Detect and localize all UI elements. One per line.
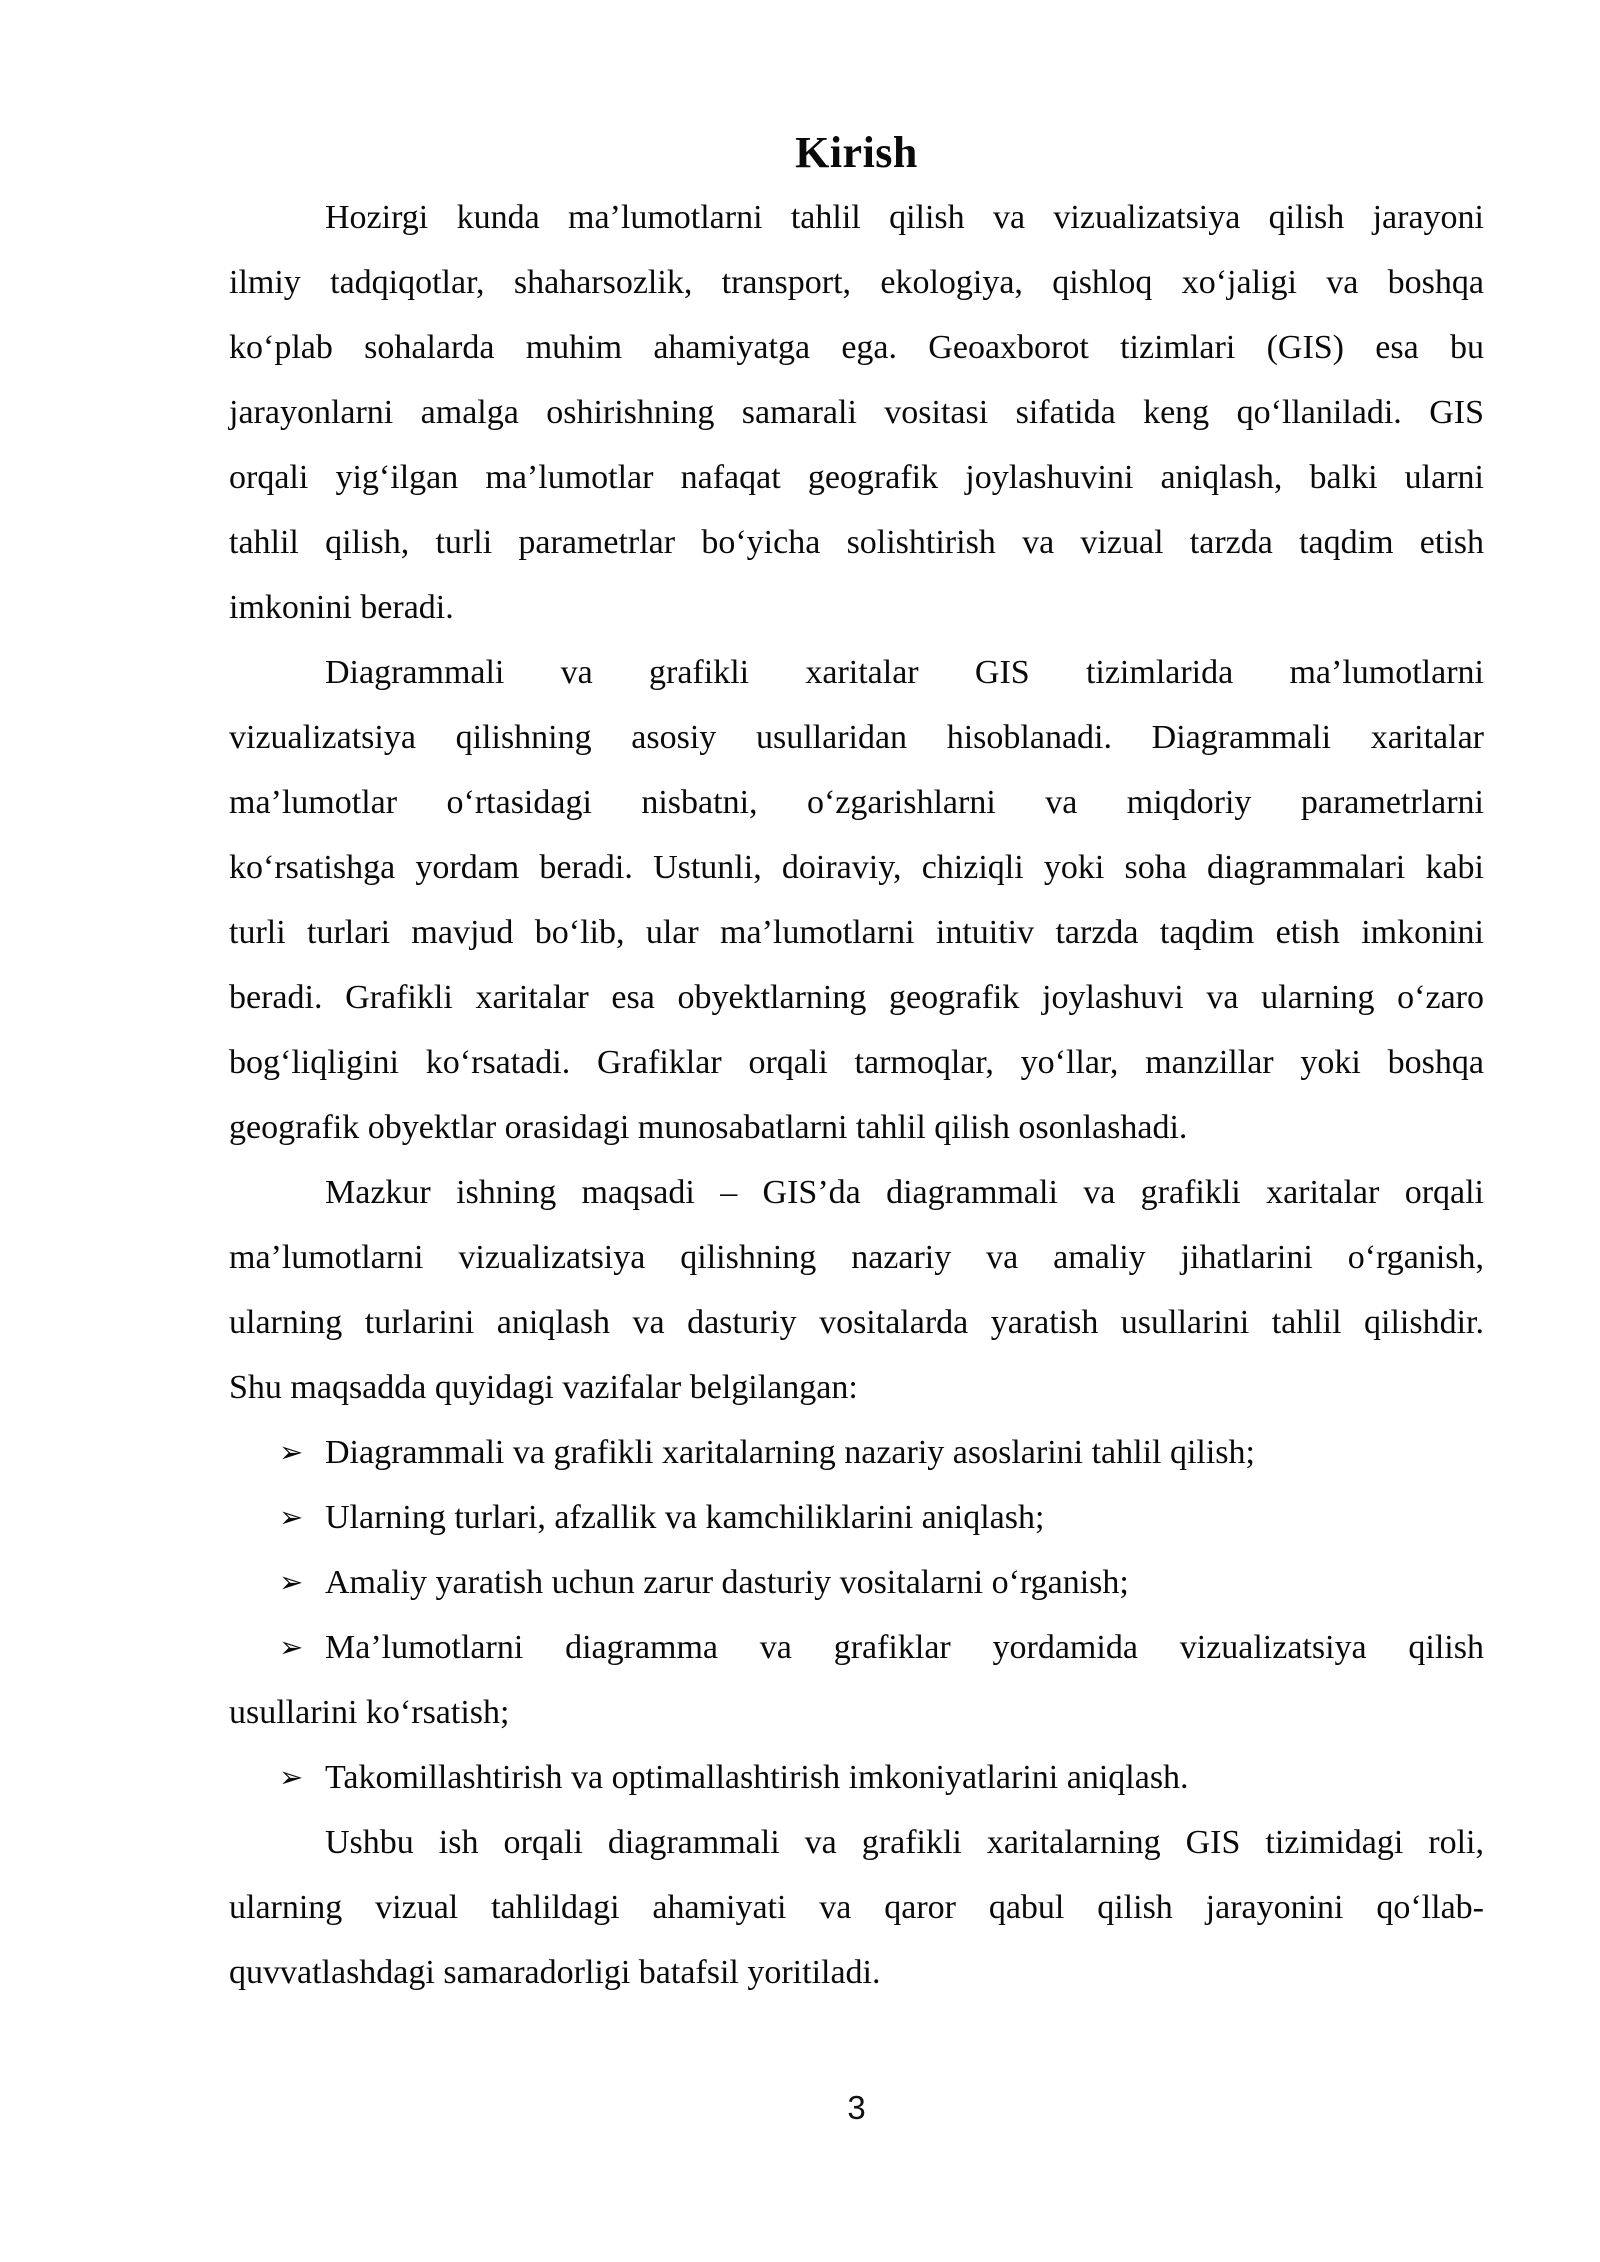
text-line: Hozirgi kunda ma’lumotlarni tahlil qilish va vizualizatsiya qilish jarayoni — [325, 199, 1484, 236]
list-item — [229, 1485, 1484, 1550]
bullet-arrow-icon: ➢ — [279, 1760, 304, 1794]
bullet-arrow-icon: ➢ — [279, 1500, 304, 1534]
text-line: imkonini beradi. — [229, 589, 454, 626]
bullet-arrow-icon: ➢ — [279, 1435, 304, 1469]
text-line: geografik obyektlar orasidagi munosabatlarni tahlil qilish osonlashadi. — [229, 1109, 1188, 1146]
list-item — [229, 1420, 1484, 1485]
page-title: Kirish — [795, 128, 918, 177]
text-line: ma’lumotlarni vizualizatsiya qilishning nazariy va amaliy jihatlarini o‘rganish, — [229, 1239, 1484, 1276]
text-line: ➢ Takomillashtirish va optimallashtirish imkoniyatlarini aniqlash. — [229, 1745, 1484, 1810]
paragraph — [229, 640, 1484, 1160]
bullet-arrow-icon: ➢ — [279, 1630, 304, 1664]
text-line: Ushbu ish orqali diagrammali va grafikli xaritalarning GIS tizimidagi roli, — [325, 1824, 1484, 1861]
text-line: ➢ Ma’lumotlarni diagramma va grafiklar yordamida vizualizatsiya qilish — [229, 1615, 1484, 1680]
document-content — [229, 120, 1484, 2005]
text-line: quvvatlashdagi samaradorligi batafsil yoritiladi. — [229, 1954, 881, 1991]
text-line: jarayonlarni amalga oshirishning samarali vositasi sifatida keng qo‘llaniladi. GIS — [229, 394, 1484, 431]
text-line: vizualizatsiya qilishning asosiy usullaridan hisoblanadi. Diagrammali xaritalar — [229, 719, 1484, 756]
text-line: ma’lumotlar o‘rtasidagi nisbatni, o‘zgarishlarni va miqdoriy parametrlarni — [229, 784, 1484, 821]
bullet-arrow-icon: ➢ — [279, 1565, 304, 1599]
paragraph — [229, 185, 1484, 640]
text-line: ko‘rsatishga yordam beradi. Ustunli, doiraviy, chiziqli yoki soha diagrammalari kabi — [229, 849, 1484, 886]
list-item — [229, 1550, 1484, 1615]
paragraph — [229, 1160, 1484, 1420]
text-line: Mazkur ishning maqsadi – GIS’da diagrammali va grafikli xaritalar orqali — [325, 1174, 1484, 1211]
document-body — [229, 185, 1484, 2005]
text-line: Diagrammali va grafikli xaritalar GIS tizimlarida ma’lumotlarni — [325, 654, 1484, 691]
list-item — [229, 1745, 1484, 1810]
page-number: 3 — [847, 2089, 866, 2126]
text-line: ularning turlarini aniqlash va dasturiy vositalarda yaratish usullarini tahlil qilishdir. — [229, 1304, 1484, 1341]
text-line: Shu maqsadda quyidagi vazifalar belgilangan: — [229, 1369, 858, 1406]
text-line: ➢ Amaliy yaratish uchun zarur dasturiy vositalarni o‘rganish; — [229, 1550, 1484, 1615]
text-line: usullarini ko‘rsatish; — [229, 1694, 510, 1731]
text-line: bog‘liqligini ko‘rsatadi. Grafiklar orqali tarmoqlar, yo‘llar, manzillar yoki boshqa — [229, 1044, 1484, 1081]
list-item — [229, 1615, 1484, 1745]
text-line: ➢ Ularning turlari, afzallik va kamchiliklarini aniqlash; — [229, 1485, 1484, 1550]
text-line: orqali yig‘ilgan ma’lumotlar nafaqat geografik joylashuvini aniqlash, balki ularni — [229, 459, 1484, 496]
text-line: beradi. Grafikli xaritalar esa obyektlarning geografik joylashuvi va ularning o‘zaro — [229, 979, 1484, 1016]
text-line: ularning vizual tahlildagi ahamiyati va qaror qabul qilish jarayonini qo‘llab- — [229, 1889, 1484, 1926]
text-line: ilmiy tadqiqotlar, shaharsozlik, transport, ekologiya, qishloq xo‘jaligi va boshqa — [229, 264, 1484, 301]
text-line: ko‘plab sohalarda muhim ahamiyatga ega. Geoaxborot tizimlari (GIS) esa bu — [229, 329, 1484, 366]
paragraph — [229, 1810, 1484, 2005]
text-line: tahlil qilish, turli parametrlar bo‘yicha solishtirish va vizual tarzda taqdim etish — [229, 524, 1484, 561]
text-line: turli turlari mavjud bo‘lib, ular ma’lumotlarni intuitiv tarzda taqdim etish imkonini — [229, 914, 1484, 951]
text-line: ➢ Diagrammali va grafikli xaritalarning nazariy asoslarini tahlil qilish; — [229, 1420, 1484, 1485]
